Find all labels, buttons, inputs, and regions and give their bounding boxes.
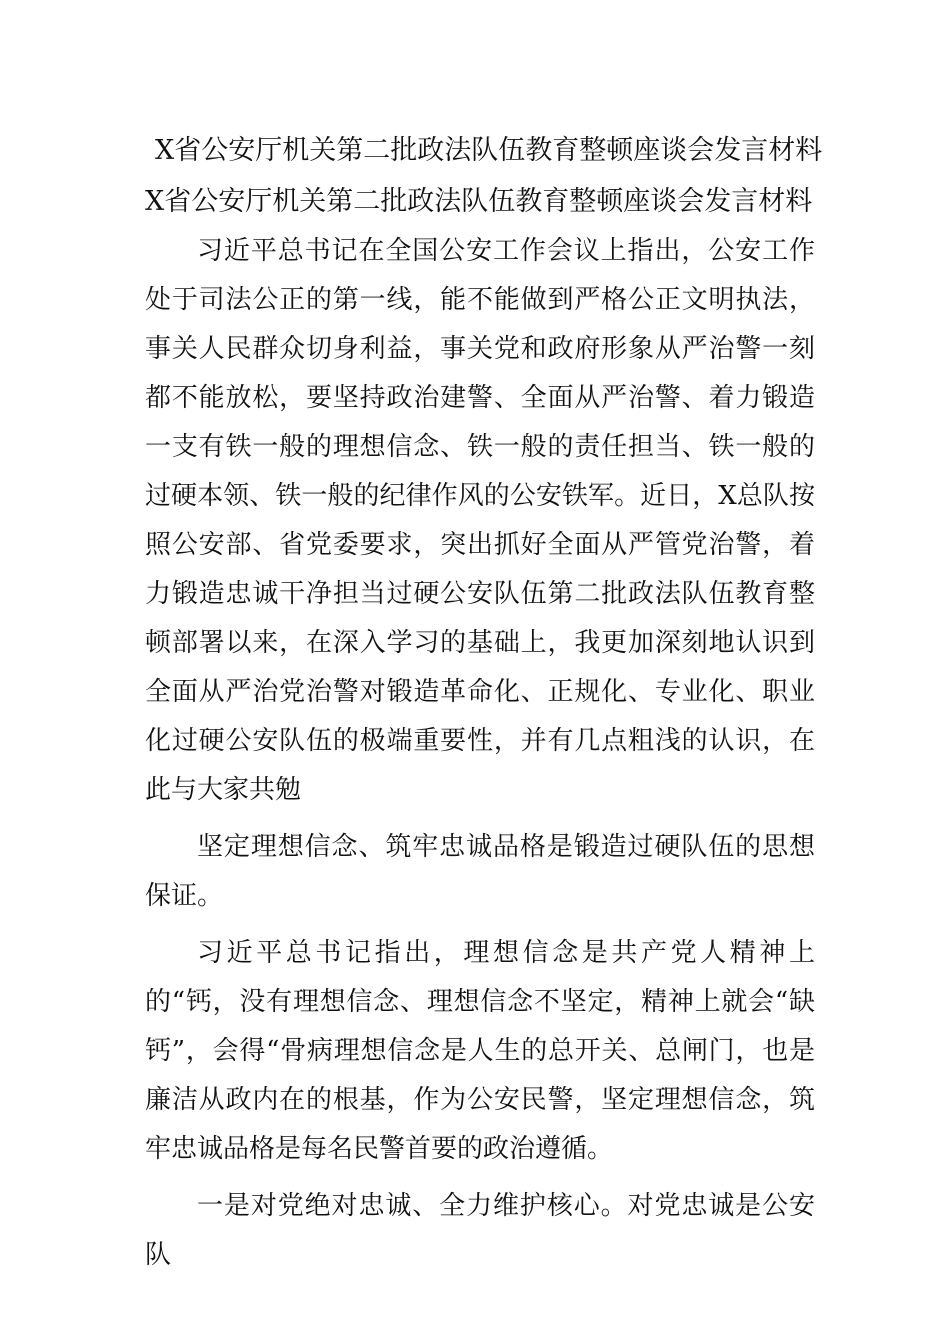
body-paragraph-1: 习近平总书记在全国公安工作会议上指出，公安工作处于司法公正的第一线，能不能做到严格公正文明执法，事关人民群众切身利益，事关党和政府形象从严治警一刻都不能放松，要坚持政治建警、全面从严治警、着力锻造一支有铁一般的理想信念、铁一般的责任担当、铁一般的过硬本领、铁一般的纪律作风的公安铁军。近日，X总队按照公安部、省党委要求，突出抓好全面从严管党治警，着力锻造忠诚干净担当过硬公安队伍第二批政法队伍教育整顿部署以来，在深入学习的基础上，我更加深刻地认识到全面从严治党治警对锻造革命化、正规化、专业化、职业化过硬公安队伍的极端重要性，并有几点粗浅的认识，在此与大家共勉	[145, 236, 815, 805]
document-title-line-2: X省公安厅机关第二批政法队伍教育整顿座谈会发言材料	[145, 186, 813, 217]
document-body	[145, 227, 815, 1280]
body-paragraph-4: 一是对党绝对忠诚、全力维护核心。对党忠诚是公安队	[145, 1191, 815, 1270]
body-paragraph-2: 坚定理想信念、筑牢忠诚品格是锻造过硬队伍的思想保证。	[145, 832, 815, 911]
document-title-line-1: X省公安厅机关第二批政法队伍教育整顿座谈会发言材料	[155, 135, 823, 166]
body-paragraph-3: 习近平总书记指出，理想信念是共产党人精神上的“钙，没有理想信念、理想信念不坚定，精神上就会“缺钙”，会得“骨病理想信念是人生的总开关、总闸门，也是廉洁从政内在的根基，作为公安民警，坚定理想信念，筑牢忠诚品格是每名民警首要的政治遵循。	[145, 938, 815, 1164]
